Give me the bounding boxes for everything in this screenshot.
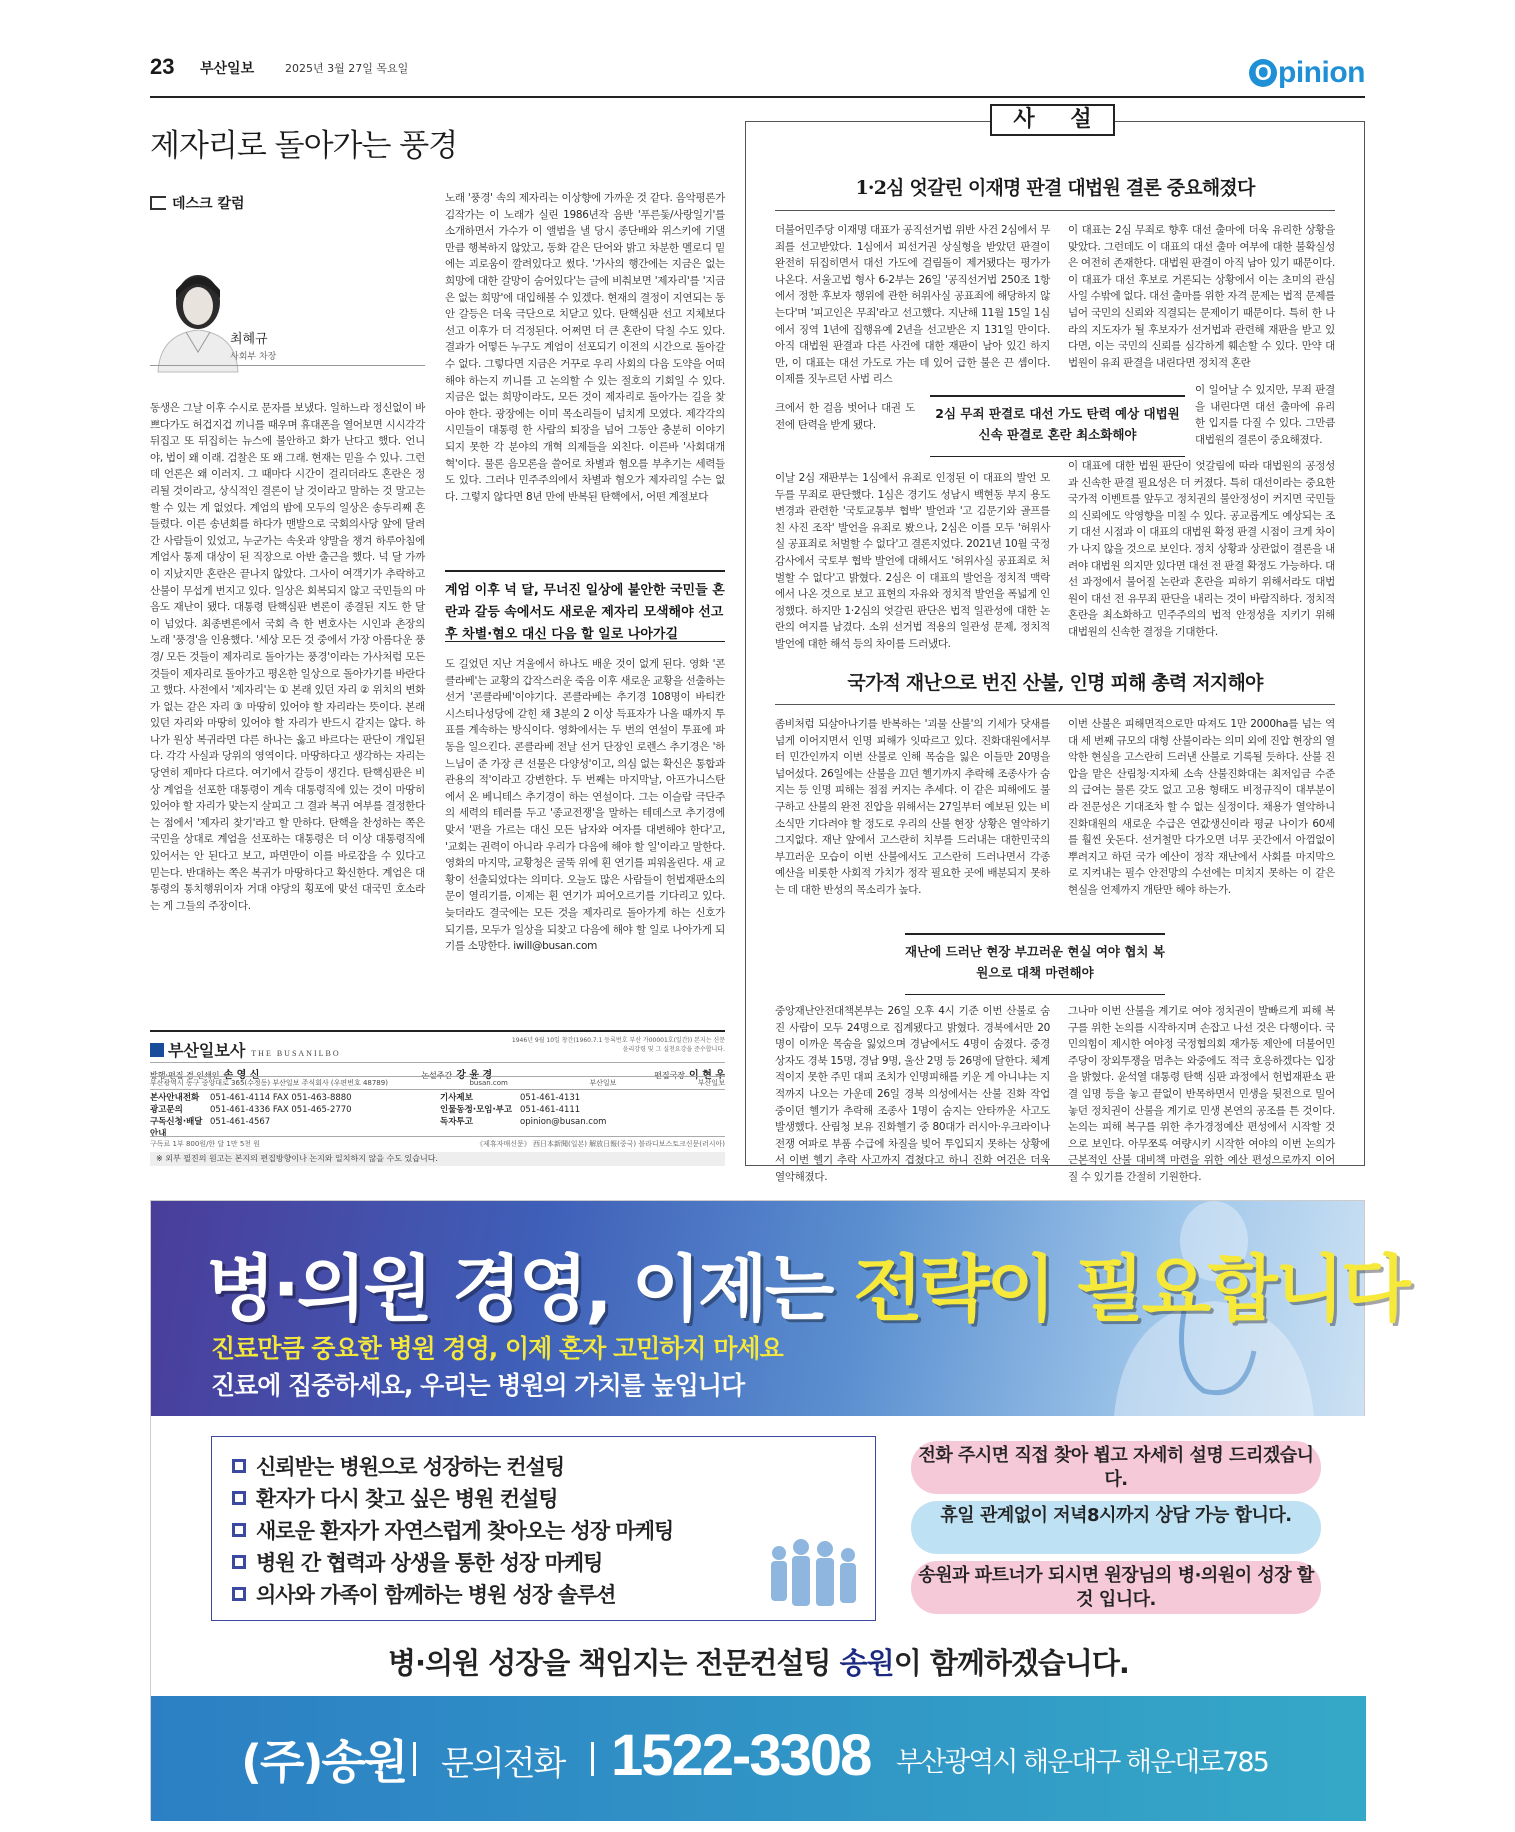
- service-label: 환자가 다시 찾고 싶은 병원 컨설팅: [256, 1487, 558, 1511]
- price-line: [150, 1136, 725, 1149]
- paper-name: 부산일보: [200, 61, 255, 77]
- editorial-rule-2: [775, 704, 1335, 705]
- ad-headline-text: 병·의원 경영, 이제는: [206, 1247, 854, 1331]
- contact-key: 본사안내전화: [150, 1093, 200, 1103]
- page-number: 23: [150, 54, 175, 79]
- author-email[interactable]: iwill@busan.com: [513, 940, 598, 953]
- editorial-2-body-d: 그나마 이번 산불을 계기로 여야 정치권이 발빠르게 피해 복구를 위한 논의를 시작하지며 손잡고 나선 것은 다행이다. 국민의힘이 제시한 여야정 국정협의회 재가동 제안에 더불어민주당이 장외투쟁을 멈추는 와중에도 적극 호응하겠다는 입장을 밝혔다. 윤석열 대통령 탄핵 심판 과정에서 헌법재판소 판결 임명 등을 놓고 끝없이 반목하면서 민생을 뒷전으로 밀어놓던 정치권이 산불을 계기로 민생 본연의 공조를 튼 것이다. 논의는 피해 복구를 위한 추가경정예산 편성에서 시작할 것으로 보인다. 아무쪼록 여량시키 시작한 여야의 이번 논의가 근본적인 산불 대비책 마련을 위한 예산 편성으로까지 이어질 수 있기를 간절히 기원한다.: [1068, 1005, 1335, 1183]
- editorial-1-body-e: 이 일어날 수 있지만, 무죄 판결을 내린다면 대선 출마에 유리한 입지를 다질 수 있다. 그만큼 대법원의 결론이 중요해졌다.: [1195, 384, 1335, 446]
- editorial-1-body-d: 이 대표는 2심 무죄로 향후 대선 출마에 더욱 유리한 상황을 맞았다. 그런데도 이 대표의 대선 출마 여부에 대한 불확실성은 여전히 존재한다. 대법원 판결이 아직 남아 있기 때문이다. 이 대표가 대선 후보로 거론되는 상황에서 이는 초미의 관심사일 수밖에 없다. 대선 출마를 위한 자격 문제는 법적 문제를 넘어 국민의 신뢰와 직결되는 문제이기 때문이다. 특히 한 나라의 지도자가 될 후보자가 선거법과 관련해 재판을 받고 있다면, 이는 국민의 신뢰를 심각하게 훼손할 수 있다. 만약 대법원이 유죄 판결을 내린다면 정치적 혼란: [1068, 224, 1335, 369]
- ad-callout-partner: 송원과 파트너가 되시면 원장님의 병·의원이 성장 할 것 입니다.: [911, 1561, 1321, 1614]
- ad-company-name: (주)송원: [241, 1735, 407, 1789]
- service-item: [232, 1451, 855, 1483]
- editorial-1-body-b: 크에서 한 걸음 벗어나 대권 도전에 탄력을 받게 됐다.: [775, 402, 915, 431]
- ad-headline: [206, 1231, 1408, 1335]
- publisher-name: 손 영 신: [223, 1070, 260, 1081]
- medical-staff-icon: [761, 1531, 866, 1616]
- editorial-rule-1: [775, 210, 1335, 211]
- contact-key: 인물동정·모임·부고: [440, 1105, 513, 1115]
- publisher-logo-text: 부산일보사: [168, 1041, 246, 1060]
- ad-phone-number[interactable]: 1522-3308: [611, 1723, 871, 1788]
- ad-callout-hours: 휴일 관계없이 저녁8시까지 상담 가능 합니다.: [911, 1501, 1321, 1554]
- editorial-title-2: 국가적 재난으로 번진 산불, 인명 피해 총력 저지해야: [847, 672, 1263, 694]
- contact-value: 051-461-4131: [520, 1093, 581, 1103]
- editorial-2-pull-quote: 재난에 드러난 현장 부끄러운 현실 여야 협치 복원으로 대책 마련해야: [905, 933, 1165, 995]
- section-logo-text: pinion: [1278, 56, 1365, 89]
- ad-contact-label: 문의전화: [441, 1744, 565, 1784]
- publisher-info-box: [150, 1030, 725, 1148]
- publisher-logo: [150, 1038, 341, 1061]
- masthead: [150, 52, 1365, 90]
- bullet-square-icon: [232, 1459, 246, 1473]
- editorial-title-1: 1·2심 엇갈린 이재명 판결 대법원 결론 중요해졌다: [855, 177, 1255, 199]
- editorial-1-body-f: 이 대표에 대한 법원 판단이 엇갈림에 따라 대법원의 공정성과 신속한 판결 필요성은 더 커졌다. 특히 대선이라는 중요한 국가적 이벤트를 앞두고 정치권의 불안정성이 커지면 국민들의 신뢰에도 악영향을 미칠 수 있다. 공교롭게도 예상되는 조기 대선 시점과 이 대표의 대법원 확정 판결 시점이 크게 차이가 나지 않을 것으로 보인다. 정치 상황과 상관없이 결론을 내려야 대법원 의지만 있다면 대선 전 판결 확정도 가능하다. 대선 과정에서 불어질 논란과 혼란을 피하기 위해서라도 대법원이 대선 전 유무죄 판단을 내리는 것이 바람직하다. 정치적 혼란을 최소화하고 민주주의의 법적 안정성을 지키기 위해 대법원의 신속한 결정을 기대한다.: [1068, 460, 1335, 638]
- service-label: 신뢰받는 병원으로 성장하는 컨설팅: [256, 1455, 565, 1479]
- publisher-label: 발행·편집 겸 인쇄인: [150, 1071, 220, 1080]
- opinion-section-logo: [1249, 56, 1365, 90]
- contact-key: 독자투고: [440, 1117, 473, 1127]
- contact-key: 구독신청·배달안내: [150, 1117, 203, 1139]
- ad-separator: [591, 1742, 594, 1776]
- contact-key: 기사제보: [440, 1093, 473, 1103]
- contact-value: 051-461-4567: [210, 1117, 271, 1127]
- ad-tagline-brand: 송원: [839, 1646, 894, 1680]
- ad-subheadline-1: 진료만큼 중요한 병원 경영, 이제 혼자 고민하지 마세요: [211, 1334, 783, 1363]
- subscription-price: 구독료 1부 800원/한 달 1만 5천 원: [150, 1140, 261, 1148]
- ad-tagline: [151, 1641, 1366, 1682]
- ad-separator: [413, 1742, 416, 1776]
- kakao-link[interactable]: 부산일보: [697, 1079, 725, 1087]
- website-link[interactable]: busan.com: [469, 1079, 508, 1087]
- editorial-1-pull-quote: 2심 무죄 판결로 대선 가도 탄력 예상 대법원 신속 판결로 혼란 최소화해야: [930, 395, 1185, 457]
- contact-key: 광고문의: [150, 1105, 183, 1115]
- author-name: 최혜규: [230, 332, 268, 347]
- advertisement[interactable]: [150, 1200, 1408, 1820]
- header-rule: [150, 96, 1365, 98]
- ad-address: 부산광역시 해운대구 해운대로785: [896, 1747, 1268, 1778]
- contact-value: 051-461-4336 FAX 051-465-2770: [210, 1105, 352, 1115]
- column-label: [150, 193, 245, 213]
- editorial-label: 사 설: [990, 104, 1115, 136]
- editorial-1-body-c: 이날 2심 재판부는 1심에서 유죄로 인정된 이 대표의 발언 모두를 무죄로 판단했다. 1심은 경기도 성남시 백현동 부지 용도 변경과 관련한 '국토교통부 협박' 발언과 '고 김문기와 골프를 친 사진 조작' 발언을 유죄로 봤으나, 2심은 이를 모두 '허위사실 공표죄로 처벌할 수 없다'고 결론지었다. 2021년 10월 국정감사에서 국토부 협박 발언에 대해서도 '허위사실 공표죄로 처벌할 수 없다'고 밝혔다. 2심은 이 대표의 발언을 정치적 맥락에서 나온 것으로 보고 표현의 자유와 정치적 발언을 폭넓게 인정했다. 하지만 1·2심의 엇갈린 판단은 법적 일관성에 대한 논란의 여지를 남겼다. 소위 선거법 적용의 일관성 문제, 정치적 발언에 대한 해석 등의 차이를 드러냈다.: [775, 472, 1050, 650]
- publication-date: 2025년 3월 27일 목요일: [285, 62, 409, 75]
- service-item: [232, 1483, 855, 1515]
- column-body-1: 동생은 그날 이후 수시로 문자를 보냈다. 일하느라 정신없이 바쁘다가도 허겁지겁 끼니를 때우며 휴대폰을 열어보면 시시각각 뒤집고 또 뒤집히는 뉴스에 불안하고 화가 난다고 했다. 언니야, 법이 왜 이래. 검찰은 또 왜 그래. 현재는 믿을 수 있나. 그런데 언론은 왜 이러지. 그 때마다 시간이 걸리더라도 혼란은 정리될 것이라고, 상식적인 결론이 날 것이라고 말하는 것 말고는 할 수 있는 게 없었다. 계엄의 밤에 모두의 일상은 송두리째 흔들렸다. 이른 송년회를 하다가 맨발으로 국회의사당 앞에 달려간 사람들이 있었고, 누군가는 속옷과 양말을 챙겨 하루아침에 계엄사 통제 대상이 된 직장으로 아반 출근을 했다. 넉 달 가까이 지났지만 혼란은 끝나지 않았다. 그사이 여객기가 추락하고 산불이 무섭게 번지고 있다. 일상은 회복되지 않고 국민들의 마음도 재난이 됐다. 대통령 탄핵심판 변론이 종결된 지도 한 달이 넘었다. 최종변론에서 국회 측 한 변호사는 시인과 촌장의 노래 '풍경'을 인용했다. '세상 모든 것 중에서 가장 아름다운 풍경/ 모든 것들이 제자리로 돌아가는 풍경'이라는 가사처럼 모든 것들이 제자리로 돌아가고 평온한 일상으로 돌아가기를 바란다고 했다. 사전에서 '제자리'는 ① 본래 있던 자리 ② 위치의 변화가 없는 같은 자리 ③ 마땅히 있어야 할 자리라는 뜻이다. 본래 있던 자리와 마땅히 있어야 할 자리가 반드시 같지는 않다. 하나가 원상 복귀라면 다른 하나는 옳고 바르다는 판단이 개입된다. 각각 사실과 당위의 영역이다. 마땅하다고 생각하는 자리는 당연히 제마다 다르다. 여기에서 갈등이 생긴다. 탄핵심판은 비상 계엄을 선포한 대통령이 계속 대통령직에 있는 것이 마땅히 있어야 할 자리가 맞는지 살피고 그 결과 복귀 여부를 결정한다는 점에서 '제자리 찾기'라고 할 만하다. 탄핵을 찬성하는 쪽은 국민을 상대로 계엄을 선포하는 대통령은 더 이상 대통령직에 있어서는 안 된다고 보고, 파면만이 이를 바로잡을 수 있다고 믿는다. 반대하는 쪽은 복귀가 마땅하다고 확신한다. 계엄은 대통령의 통치행위이자 거대 야당의 횡포에 맞선 대국민 호소라는 게 그들의 주장이다.: [150, 402, 425, 912]
- column-body-3-text: 도 길었던 지난 겨울에서 하나도 배운 것이 없게 된다. 영화 '콘클라베'는 교황의 갑작스러운 죽음 이후 새로운 교황을 선출하는 선거 '콘클라베'이야기다. 콘클라베는 추기경 108명이 바티칸 시스티나성당에 갇힌 채 3분의 2 이상 득표자가 나올 때까지 투표를 계속하는 방식이다. 영화에서는 두 번의 연설이 투표에 파동을 일으킨다. 콘클라베 전날 선거 단장인 로렌스 추기경은 '하느님이 준 가장 큰 선물은 다양성'이고, 의심 없는 확신은 통합과 관용의 적'이라고 강변한다. 두 번째는 마지막날, 아프가니스탄에서 온 베니테스 추기경이 하는 연설이다. 그는 이슬람 극단주의 세력의 테러를 두고 '종교전쟁'을 말하는 테데스코 추기경에 맞서 '편을 가르는 대신 모든 남자와 여자를 대변해야 한다'고, '교회는 권력이 아니라 우리가 다음에 해야 할 일'이라고 말한다. 영화의 마지막, 교황청은 굴뚝 위에 흰 연기를 피워올린다. 새 교황이 선출되었다는 의미다. 오늘도 많은 사람들이 헌법재판소의 문이 열리기를, 이제는 흰 연기가 피어오르기를 기다리고 있다. 늦더라도 결국에는 모든 것을 제자리로 돌아가게 하는 신호가 되기를, 모두가 일상을 되찾고 다음에 해야 할 일로 나아가게 되기를 소망한다.: [445, 658, 725, 953]
- bullet-square-icon: [232, 1587, 246, 1601]
- contact-value: 051-461-4114 FAX 051-463-8880: [210, 1093, 352, 1103]
- editorial-writer-label: 논설주간: [421, 1071, 453, 1080]
- ad-subheadline-2: 진료에 집중하세요, 우리는 병원의 가치를 높입니다: [211, 1371, 745, 1400]
- ad-headline-highlight: 전략이 필요합니다: [853, 1247, 1408, 1331]
- contact-grid: [150, 1089, 725, 1140]
- service-label: 의사와 가족이 함께하는 병원 성장 솔루션: [256, 1583, 616, 1607]
- registration-note: 1946년 9월 10일 창간(1960.7.1 등록번호 부산 가00001호(일간)) 본지는 신문윤리강령 및 그 실천요강을 준수합니다.: [511, 1037, 725, 1053]
- publisher-contacts: [150, 1076, 725, 1088]
- column-body-3: [445, 656, 725, 1008]
- bullet-square-icon: [232, 1523, 246, 1537]
- editorial-writer-name: 강 윤 경: [456, 1070, 493, 1081]
- author-role: 사회부 차장: [230, 352, 277, 362]
- column-body-2: 노래 '풍경' 속의 제자리는 이상향에 가까운 것 같다. 음악평론가 김작가는 이 노래가 실린 1986년작 음반 '푸른돛/사랑일기'를 소개하면서 가수가 이 앨범을 낼 당시 종단배와 위스키에 기댈 만큼 행복하지 않았고, 동화 같은 단어와 밝고 차분한 멜로디 밑에는 괴로움이 깔려있다고 썼다. '가사의 행간에는 지금은 없는 희망에 대한 갈망이 숨어있다'는 글에 비춰보면 '제자리'를 '지금은 없는 희망'에 대입해볼 수 있겠다. 현재의 결정이 지연되는 동안 갈등은 더욱 극단으로 치닫고 있다. 탄핵심판 선고 지체보다 선고 이후가 더 걱정된다. 어쩌면 더 큰 혼란이 닥칠 수도 있다. 결과가 어떻든 누구도 계엄이 선포되기 이전의 시간으로 돌아갈 수 없다. 그렇다면 지금은 거꾸로 우리 사회의 다음 도약을 어떠해야 하는지 끼니를 고 논의할 수 있는 절호의 기회일 수 있다. 지금은 없는 희망이라도, 모든 것이 제자리로 돌아가는 길을 찾아야 한다. 광장에는 이미 목소리들이 넘치게 모였다. 제각각의 시민들이 대통령 한 사람의 퇴장을 넘어 그동안 충분히 이야기되지 못한 각 분야의 개혁 의제들을 외친다. 이른바 '사회대개혁'이다. 물론 음모론을 쓸어로 차별과 혐오를 부추기는 세력들도 있다. 그러나 민주주의에서 차별과 혐오가 제자리일 수는 없다. 그렇지 않다면 8년 만에 반복된 탄핵에서, 어떤 계절보다: [445, 192, 725, 503]
- editorial-2-body-b: 이번 산불은 피해면적으로만 따져도 1만 2000ha를 넘는 역대 세 번째 규모의 대형 산불이라는 의미 외에 진압 현장의 열악한 현실을 고스란히 드러낸 산불로 기록될 듯하다. 산불 진압을 맡은 산림청·지자체 소속 산불진화대는 최저임금 수준의 급여는 물론 갖도 없고 고용 형태도 비정규직이 대부분이라 전문성은 기대조차 할 수 없는 실정이다. 채용가 열악하니 진화대원의 새로운 수급은 연값생신이라 평균 나이가 60세를 훨씬 웃돈다. 선거철만 다가오면 너무 곳간에서 아껌없이 뿌려지고 하던 국가 예산이 정작 재난에서 사회를 마지막으로 지켜내는 필수 안전망의 수선에는 미치지 못하는 이 같은 현실을 언제까지 개탄만 해야 하는가.: [1068, 718, 1335, 896]
- column-pull-quote: 계엄 이후 넉 달, 무너진 일상에 불안한 국민들 혼란과 갈등 속에서도 새로운 제자리 모색해야 선고 후 차별·혐오 대신 다음 할 일로 나아가길: [445, 570, 725, 642]
- editor-name: 이 현 우: [689, 1070, 725, 1081]
- affiliate-papers: 《제휴자매신문》 西日本新聞(일본) 解放日報(중국) 블라디보스토크신문(러시아): [476, 1140, 725, 1148]
- publisher-logo-en: THE BUSANILBO: [251, 1049, 341, 1058]
- ad-footer-bar: [151, 1696, 1366, 1821]
- service-label: 새로운 환자가 자연스럽게 찾아오는 성장 마케팅: [256, 1519, 674, 1543]
- facebook-link[interactable]: 부산일보: [589, 1079, 617, 1087]
- contact-value[interactable]: opinion@busan.com: [520, 1117, 607, 1127]
- author-divider: [150, 365, 425, 366]
- service-label: 병원 간 협력과 상생을 통한 성장 마케팅: [256, 1551, 603, 1575]
- contact-value: 051-461-4111: [520, 1105, 581, 1115]
- column-label-text: 데스크 칼럼: [172, 196, 245, 212]
- editor-label: 편집국장: [654, 1071, 686, 1080]
- ad-tagline-text: 병·의원 성장을 책임지는 전문컨설팅: [388, 1646, 840, 1680]
- editorial-1-body-a: 더불어민주당 이재명 대표가 공직선거법 위반 사건 2심에서 무죄를 선고받았다. 1심에서 피선거권 상실형을 받았던 판결이 완전히 뒤집히면서 대선 가도에 걸림돌이 제거됐다는 평가가 나온다. 서울고법 형사 6-2부는 26일 '공직선거법 250조 1항에서 정한 후보자 행위에 관한 허위사실 공표죄에 해당하지 않는다'며 '피고인은 무죄'라고 선고했다. 지난해 11월 15일 1심에서 징역 1년에 집행유예 2년을 선고받은 지 131일 만이다. 아직 대법원 판결과 다른 사건에 대한 재판이 남아 있긴 하지만, 이 대표는 대선 가도로 가는 데 있어 급한 불은 끈 셈이다. 이제를 짓누르던 사법 리스: [775, 224, 1050, 386]
- editorial-2-body-c: 중앙재난안전대책본부는 26일 오후 4시 기준 이번 산불로 숨진 사람이 모두 24명으로 집계됐다고 밝혔다. 경북에서만 20명이 이까운 목숨을 잃었으며 경남에서도 4명이 숨졌다. 중경상자도 경북 15명, 경남 9명, 울산 2명 등 26명에 달한다. 체계적이지 못한 주민 대피 조치가 인명피해를 키운 게 아니냐는 지적까지 나오는 가운데 26일 경북 의성에서는 산불 진화 작업 중이던 헬기가 추락해 조종사 1명이 숨지는 안타까운 사고도 발생했다. 산림청 보유 진화헬기 중 80대가 러시아·우크라이나 전쟁 여파로 부품 수급에 차질을 빚어 투입되지 못하는 상황에서 이번 헬기 추락 사고까지 겹쳤다고 하니 진화 여건은 더욱 열악해졌다.: [775, 1005, 1050, 1183]
- column-title: 제자리로 돌아가는 풍경: [150, 128, 458, 164]
- logo-mark-icon: [150, 1043, 164, 1057]
- book-icon: [150, 196, 166, 210]
- ad-tagline-end: 이 함께하겠습니다.: [893, 1646, 1129, 1680]
- editorial-2-body-a: 좀비처럼 되살아나기를 반복하는 '괴물 산불'의 기세가 닷새를 넘게 이어지면서 인명 피해가 잇따르고 있다. 진화대원에서부터 민간인까지 이번 산불로 인해 목숨을 잃은 이들만 20명을 넘어섰다. 26일에는 산불을 끄던 헬기까지 추락해 조종사가 숨지는 등 인명 피해는 점점 커지는 추세다. 이 같은 피해에도 불구하고 산불의 완전 진압을 위해서는 27일부터 예보된 있는 비소식만 기다려야 할 정도로 우리의 산불 현장 상황은 열악하기 그지없다. 재난 앞에서 고스란히 치부를 드러내는 대한민국의 부끄러운 모습이 이번 산불에서도 고스란히 드러나면서 각종 예산을 비롯한 사회적 가치가 정작 필요한 곳에 배분되지 못하는 데 대한 반성의 목소리가 높다.: [775, 718, 1050, 896]
- disclaimer: ※ 외부 필진의 원고는 본지의 편집방향이나 논지와 일치하지 않을 수도 있습니다.: [150, 1152, 725, 1166]
- bullet-square-icon: [232, 1555, 246, 1569]
- ad-callout-visit: 전화 주시면 직접 찾아 뵙고 자세히 설명 드리겠습니다.: [911, 1441, 1321, 1494]
- bullet-square-icon: [232, 1491, 246, 1505]
- section-logo-initial: O: [1249, 59, 1277, 87]
- publisher-address: 부산광역시 동구 중앙대로 365(수정동) 부산일보 주식회사 (우편번호 48789): [150, 1079, 388, 1087]
